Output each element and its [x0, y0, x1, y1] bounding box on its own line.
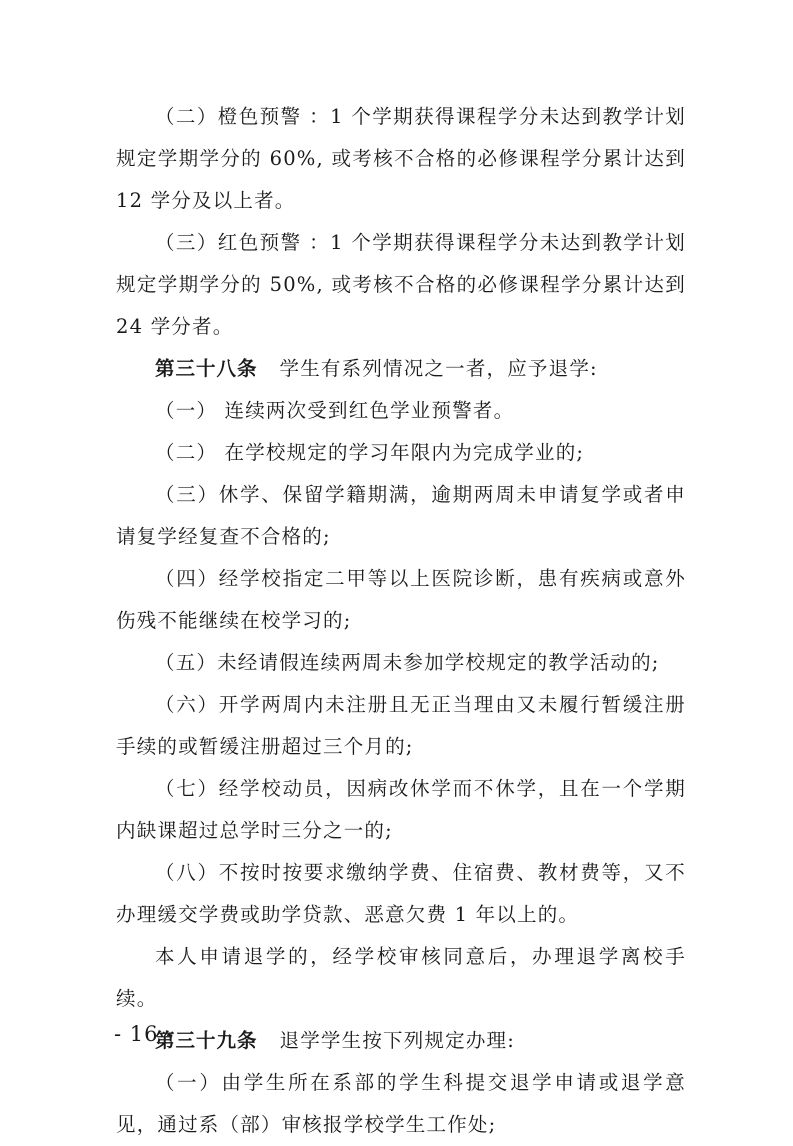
list-item — [116, 474, 686, 558]
paragraph-text: （三）休学、保留学籍期满，逾期两周未申请复学或者申请复学经复查不合格的; — [116, 483, 686, 548]
paragraph-text: （六）开学两周内未注册且无正当理由又未履行暂缓注册手续的或暂缓注册超过三个月的; — [116, 693, 686, 758]
paragraph-text: （七）经学校动员，因病改休学而不休学，且在一个学期内缺课超过总学时三分之一的; — [116, 777, 686, 842]
paragraph-text: （一） 连续两次受到红色学业预警者。 — [155, 399, 515, 422]
document-body — [116, 96, 686, 1146]
list-item — [116, 390, 686, 432]
article-heading: 第三十八条 — [155, 357, 258, 380]
paragraph-text: （八）不按时按要求缴纳学费、住宿费、教材费等，又不办理缓交学费或助学贷款、恶意欠费 1 年以上的。 — [116, 861, 686, 926]
paragraph-text: （四）经学校指定二甲等以上医院诊断，患有疾病或意外伤残不能继续在校学习的; — [116, 567, 686, 632]
paragraph-text: 学生有系列情况之一者，应予退学: — [279, 357, 598, 380]
list-item — [116, 684, 686, 768]
paragraph-text: （二） 在学校规定的学习年限内为完成学业的; — [155, 441, 585, 464]
page-number: - 16 - — [114, 1022, 175, 1046]
list-item — [116, 642, 686, 684]
list-item — [116, 558, 686, 642]
paragraph-text: 本人申请退学的，经学校审核同意后，办理退学离校手续。 — [116, 945, 686, 1010]
list-item — [116, 1062, 686, 1146]
paragraph-text: （二）橙色预警 ：1 个学期获得课程学分未达到教学计划规定学期学分的 60%, 或考核不合格的必修课程学分累计达到 12 学分及以上者。 — [116, 105, 687, 212]
list-item — [116, 432, 686, 474]
paragraph-text: （一）由学生所在系部的学生科提交退学申请或退学意见，通过系（部）审核报学校学生工作处; — [116, 1071, 686, 1136]
paragraph-text: （五）未经请假连续两周未参加学校规定的教学活动的; — [155, 651, 660, 674]
article-39 — [116, 1020, 686, 1062]
paragraph-text: （三）红色预警 ：1 个学期获得课程学分未达到教学计划规定学期学分的 50%, 或考核不合格的必修课程学分累计达到 24 学分者。 — [116, 231, 687, 338]
paragraph-voluntary-withdrawal — [116, 936, 686, 1020]
paragraph-red-warning — [116, 222, 686, 348]
article-38 — [116, 348, 686, 390]
article-heading: 第三十九条 — [155, 1029, 258, 1052]
paragraph-text: 退学学生按下列规定办理: — [279, 1029, 515, 1052]
paragraph-orange-warning — [116, 96, 686, 222]
list-item — [116, 852, 686, 936]
list-item — [116, 768, 686, 852]
